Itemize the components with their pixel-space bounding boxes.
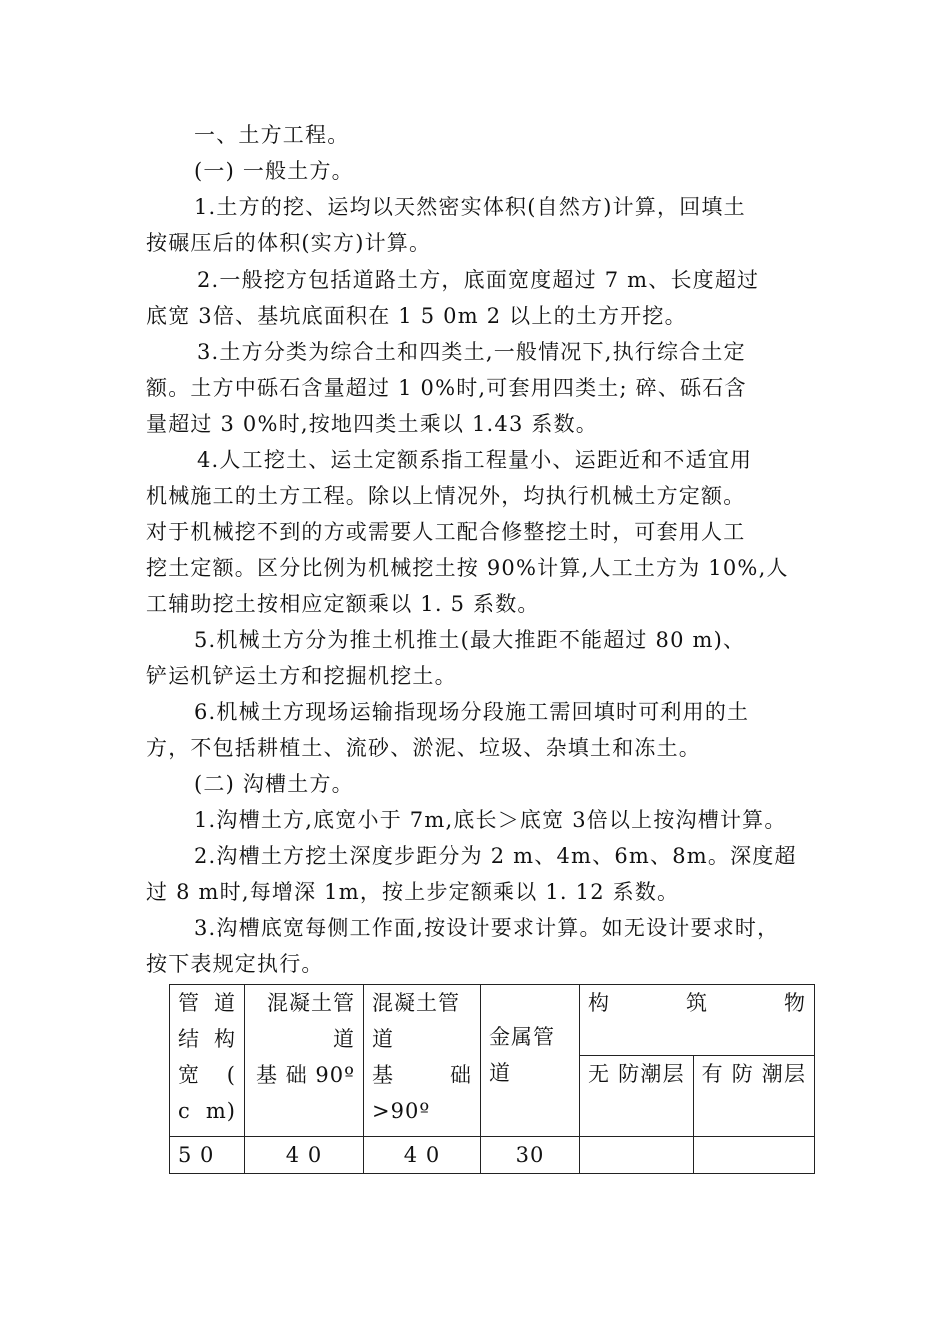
table-row <box>170 1137 815 1174</box>
paragraph-line: 对于机械挖不到的方或需要人工配合修整挖土时，可套用人工 <box>146 520 746 544</box>
paragraph-line: 机械施工的土方工程。除以上情况外，均执行机械土方定额。 <box>146 484 746 508</box>
section-heading: 一、土方工程。 <box>194 123 350 147</box>
paragraph-line: 3.沟槽底宽每侧工作面,按设计要求计算。如无设计要求时， <box>194 916 780 940</box>
paragraph-line: 量超过 3 0%时,按地四类土乘以 1.43 系数。 <box>146 412 599 436</box>
paragraph-line: 挖土定额。区分比例为机械挖土按 90%计算,人工土方为 10%,人 <box>146 556 789 580</box>
paragraph-line: 6.机械土方现场运输指现场分段施工需回填时可利用的土 <box>194 700 750 724</box>
table-cell: 4 0 <box>364 1137 481 1174</box>
table-cell <box>580 1137 694 1174</box>
header-cell-concrete-90 <box>245 985 364 1137</box>
paragraph-line: 底宽 3倍、基坑底面积在 1 5 0m 2 以上的土方开挖。 <box>146 304 687 328</box>
paragraph-line: 额。土方中砾石含量超过 1 0%时,可套用四类土; 碎、砾石含 <box>146 376 747 400</box>
paragraph-line: 按下表规定执行。 <box>146 952 324 976</box>
paragraph-line: 工辅助挖土按相应定额乘以 1. 5 系数。 <box>146 592 540 616</box>
header-text: 基 础 90º <box>256 1063 355 1087</box>
header-text: 混凝土管道 <box>372 991 460 1051</box>
header-cell-concrete-gt90 <box>364 985 481 1137</box>
paragraph-line: 铲运机铲运土方和挖掘机挖土。 <box>146 664 457 688</box>
paragraph-line: 按碾压后的体积(实方)计算。 <box>146 231 432 255</box>
paragraph-line: 1.沟槽土方,底宽小于 7m,底长＞底宽 3倍以上按沟槽计算。 <box>194 808 787 832</box>
paragraph-line: 3.土方分类为综合土和四类土,一般情况下,执行综合土定 <box>197 340 746 364</box>
working-face-table <box>169 984 815 1174</box>
subsection-heading: (二) 沟槽土方。 <box>194 772 354 796</box>
paragraph-line: 过 8 m时,每增深 1m，按上步定额乘以 1. 12 系数。 <box>146 880 680 904</box>
header-cell-no-damp: 无 防潮层 <box>580 1056 694 1137</box>
table-cell: 4 0 <box>245 1137 364 1174</box>
table-header-row <box>170 985 815 1056</box>
header-cell-structure: 构 筑 物 <box>580 985 815 1056</box>
subsection-heading: (一) 一般土方。 <box>194 159 354 183</box>
header-text: 基 础 >90º <box>372 1063 472 1123</box>
header-cell-with-damp: 有 防 潮层 <box>693 1056 814 1137</box>
table-cell <box>693 1137 814 1174</box>
paragraph-line: 方，不包括耕植土、流砂、淤泥、垃圾、杂填土和冻土。 <box>146 736 701 760</box>
paragraph-line: 5.机械土方分为推土机推土(最大推距不能超过 80 m)、 <box>194 628 746 652</box>
header-cell-pipe-width: 管 道 结 构 宽 ( c m) <box>170 985 245 1137</box>
header-text: 混凝土管道 <box>267 991 355 1051</box>
table-cell: 30 <box>481 1137 580 1174</box>
header-cell-metal: 金属管道 <box>481 985 580 1137</box>
paragraph-line: 4.人工挖土、运土定额系指工程量小、运距近和不适宜用 <box>197 448 753 472</box>
paragraph-line: 1.土方的挖、运均以天然密实体积(自然方)计算，回填土 <box>194 195 746 219</box>
paragraph-line: 2.一般挖方包括道路土方，底面宽度超过 7 m、长度超过 <box>197 268 760 292</box>
table-cell: 5 0 <box>170 1137 245 1174</box>
paragraph-line: 2.沟槽土方挖土深度步距分为 2 m、4m、6m、8m。深度超 <box>194 844 797 868</box>
